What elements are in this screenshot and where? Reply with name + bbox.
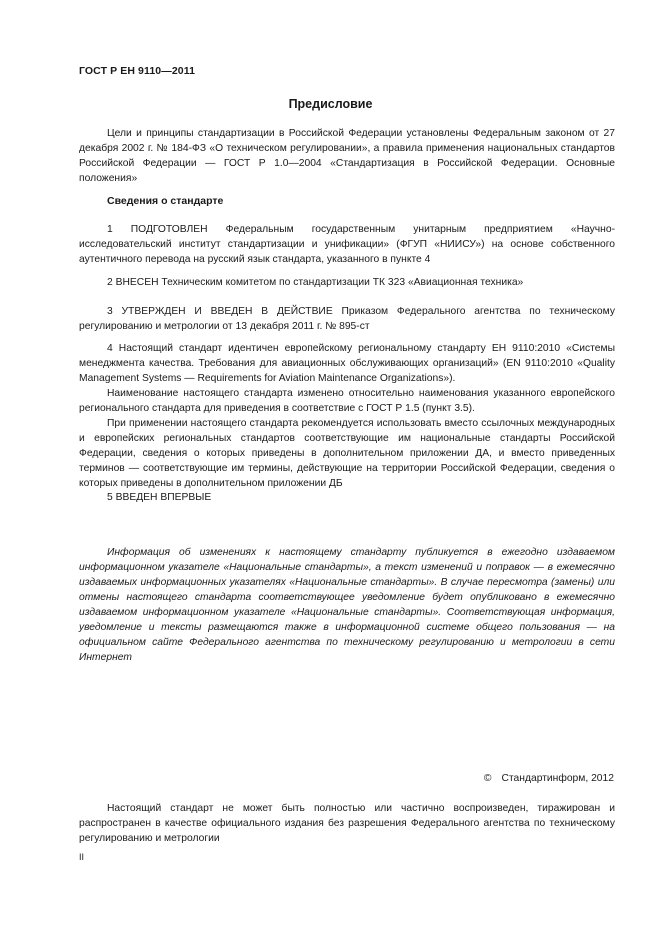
- page-number: II: [79, 852, 85, 862]
- intro-paragraph: Цели и принципы стандартизации в Российской Федерации установлены Федеральным законом от 27 декабря 2002 г. № 184-ФЗ «О техническом регулировании», а правила применения национальных стандартов Российской Федерации — ГОСТ Р 1.0—2004 «Стандартизация в Российской Федерации. Основные положения»: [79, 128, 615, 184]
- reproduction-notice: Настоящий стандарт не может быть полностью или частично воспроизведен, тиражирован и распространен в качестве официального издания без разрешения Федерального агентства по техническому регулированию и метрологии: [79, 803, 615, 844]
- item-4-note-2: При применении настоящего стандарта рекомендуется использовать вместо ссылочных международных и европейских региональных стандартов соответствующие им национальные стандарты Российской Федерации, сведения о которых приведены в дополнительном приложении ДА, и вместо приведенных терминов — соответствующие им термины, действующие на территории Российской Федерации, сведения о которых приведены в дополнительном приложении ДБ: [79, 418, 615, 489]
- item-4-note-1: Наименование настоящего стандарта изменено относительно наименования указанного европейского регионального стандарта для приведения в соответствие с ГОСТ Р 1.5 (пункт 3.5).: [79, 388, 615, 414]
- item-1-paragraph: 1 ПОДГОТОВЛЕН Федеральным государственным унитарным предприятием «Научно-исследовательский институт стандартизации и унификации» (ФГУП «НИИСУ») на основе собственного аутентичного перевода на русский язык стандарта, указанного в пункте 4: [79, 224, 615, 265]
- section-heading: Сведения о стандарте: [107, 195, 224, 207]
- document-code-header: ГОСТ Р ЕН 9110—2011: [79, 65, 196, 77]
- copyright-symbol: ©: [483, 773, 492, 784]
- item-3-paragraph: 3 УТВЕРЖДЕН И ВВЕДЕН В ДЕЙСТВИЕ Приказом Федерального агентства по техническому регулированию и метрологии от 13 декабря 2011 г. № 895-ст: [79, 306, 615, 332]
- info-notice-paragraph: Информация об изменениях к настоящему стандарту публикуется в ежегодно издаваемом информационном указателе «Национальные стандарты», а текст изменений и поправок — в ежемесячно издаваемых информационных указателях «Национальные стандарты». В случае пересмотра (замены) или отмены настоящего стандарта соответствующее уведомление будет опубликовано в ежемесячно издаваемом информационном указателе «Национальные стандарты». Соответствующая информация, уведомление и тексты размещаются также в информационной системе общего пользования — на официальном сайте Федерального агентства по техническому регулированию и метрологии в сети Интернет: [79, 547, 615, 663]
- item-2-paragraph: 2 ВНЕСЕН Техническим комитетом по стандартизации ТК 323 «Авиационная техника»: [107, 277, 524, 288]
- item-4-paragraph: 4 Настоящий стандарт идентичен европейскому региональному стандарту ЕН 9110:2010 «Системы менеджмента качества. Требования для авиационных обслуживающих организаций» (EN 9110:2010 «Quality Management Systems — Requirements for Aviation Maintenance Organizations»).: [79, 343, 615, 384]
- item-5-paragraph: 5 ВВЕДЕН ВПЕРВЫЕ: [107, 492, 212, 503]
- page-title: Предисловие: [288, 97, 373, 111]
- copyright-line: [484, 773, 614, 784]
- copyright-text: Стандартинформ, 2012: [501, 773, 614, 784]
